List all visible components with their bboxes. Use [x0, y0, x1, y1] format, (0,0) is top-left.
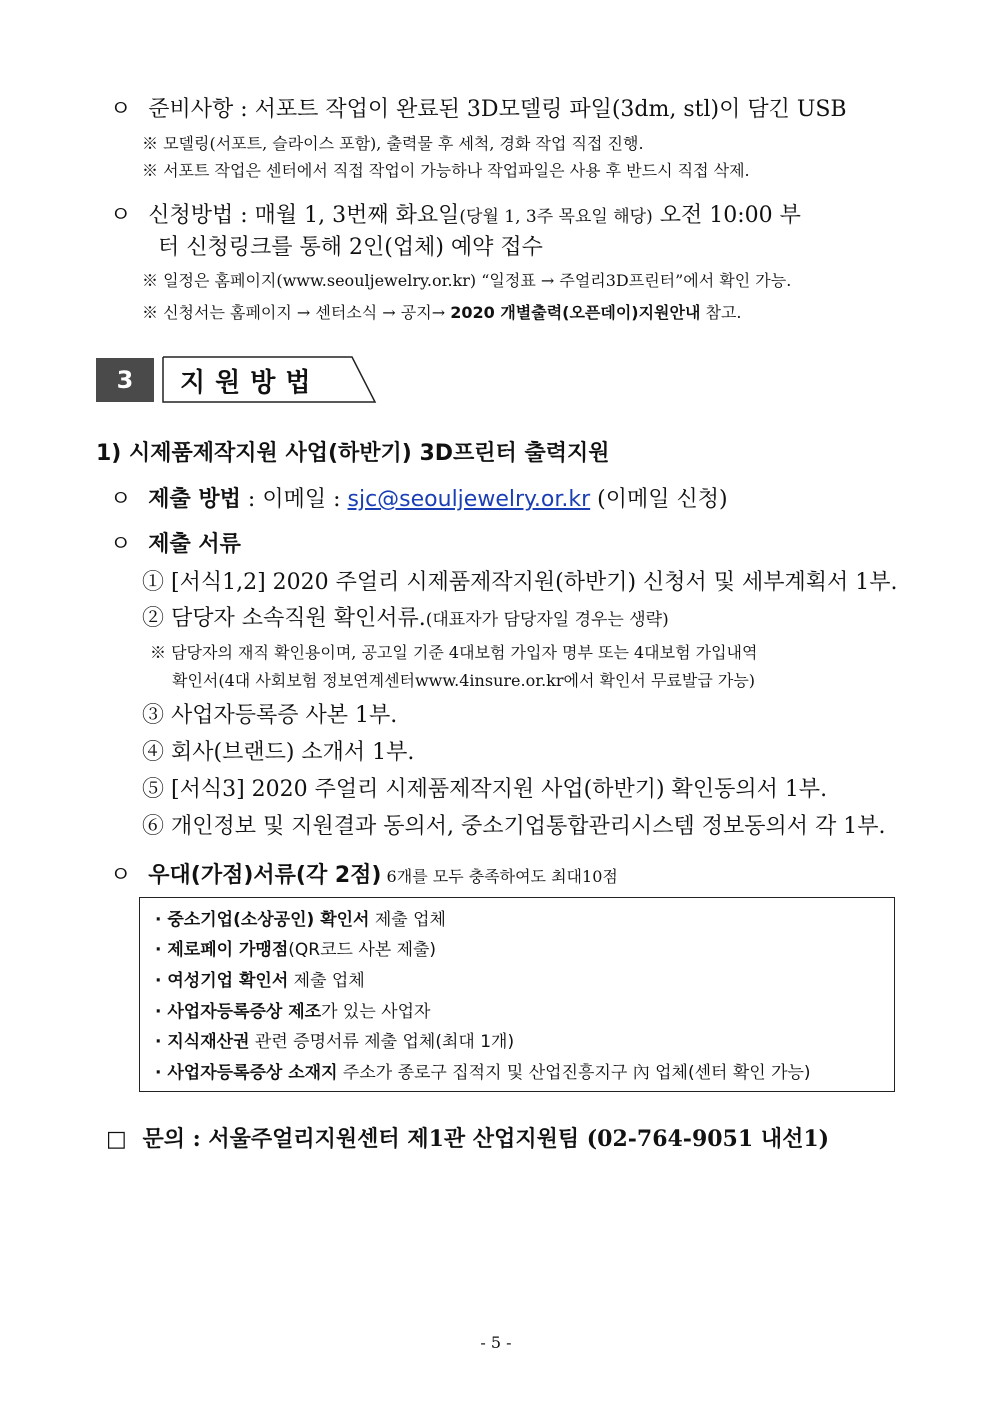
- bullet-icon: ㅇ: [110, 532, 132, 557]
- prep-note-1: ※ 모델링(서포트, 슬라이스 포함), 출력물 후 세척, 경화 작업 직접 진행.: [142, 134, 644, 153]
- doc-note-line-2: 확인서(4대 사회보험 정보연계센터www.4insure.or.kr에서 확인서 무료발급 가능): [172, 671, 756, 690]
- apply-text-1-small: (당월 1, 3주 목요일 해당): [459, 207, 653, 227]
- bonus-item: · 사업자등록증상 소재지 주소가 종로구 집적지 및 산업진흥지구 內 업체(센터 확인 가능): [155, 1063, 811, 1083]
- bonus-line: [110, 858, 618, 889]
- apply-text-1-end: 오전 10:00 부: [652, 203, 801, 228]
- bullet-icon: ㅇ: [110, 97, 132, 122]
- bonus-item: · 사업자등록증상 제조가 있는 사업자: [155, 1002, 431, 1022]
- bonus-item: · 여성기업 확인서 제출 업체: [155, 971, 365, 991]
- sub-heading-1: 1) 시제품제작지원 사업(하반기) 3D프린터 출력지원: [96, 441, 610, 466]
- apply-note-2: ※ 신청서는 홈페이지 → 센터소식 → 공지→ 2020 개별출력(오픈데이)지원안내 참고.: [142, 303, 742, 322]
- apply-note-1: ※ 일정은 홈페이지(www.seouljewelry.or.kr) “일정표 → 주얼리3D프린터”에서 확인 가능.: [142, 271, 792, 290]
- checkbox-icon: □: [106, 1127, 127, 1152]
- doc-item-5: ⑤ [서식3] 2020 주얼리 시제품제작지원 사업(하반기) 확인동의서 1부.: [142, 777, 828, 802]
- submit-method-line: ㅇ 제출 방법 : 이메일 : sjc@seouljewelry.or.kr (이메일 신청): [110, 487, 728, 512]
- prep-note-2: ※ 서포트 작업은 센터에서 직접 작업이 가능하나 작업파일은 사용 후 반드시 직접 삭제.: [142, 161, 750, 180]
- apply-line-2: 터 신청링크를 통해 2인(업체) 예약 접수: [158, 235, 543, 260]
- submit-docs-line: [110, 527, 241, 558]
- bonus-label: 우대(가점)서류(각 2점): [148, 863, 382, 888]
- doc-item-2: ② 담당자 소속직원 확인서류.(대표자가 담당자일 경우는 생략): [142, 606, 669, 631]
- doc-note-line-1: ※ 담당자의 재직 확인용이며, 공고일 기준 4대보험 가입자 명부 또는 4대보험 가입내역: [150, 643, 758, 662]
- inquiry-text: 문의 : 서울주얼리지원센터 제1관 산업지원팀 (02-764-9051 내선1): [142, 1126, 830, 1152]
- doc-item-3: ③ 사업자등록증 사본 1부.: [142, 703, 398, 728]
- apply-line-1: [110, 198, 801, 229]
- doc-item-1: ① [서식1,2] 2020 주얼리 시제품제작지원(하반기) 신청서 및 세부계획서 1부.: [142, 570, 898, 595]
- prep-line: [110, 92, 847, 123]
- email-link[interactable]: sjc@seouljewelry.or.kr: [347, 487, 591, 512]
- bullet-icon: ㅇ: [110, 863, 132, 888]
- prep-label: 준비사항: [148, 97, 234, 122]
- submit-method-label: 제출 방법: [148, 487, 241, 512]
- section-number: 3: [96, 358, 154, 402]
- inquiry-line: [106, 1122, 829, 1153]
- page-number: - 5 -: [480, 1333, 512, 1352]
- bonus-item: · 지식재산권 관련 증명서류 제출 업체(최대 1개): [155, 1032, 515, 1052]
- section-title: 지원방법: [180, 368, 321, 398]
- bonus-item: · 중소기업(소상공인) 확인서 제출 업체: [155, 910, 446, 930]
- doc-item-6: ⑥ 개인정보 및 지원결과 동의서, 중소기업통합관리시스템 정보동의서 각 1부.: [142, 814, 886, 839]
- bonus-note: 6개를 모두 충족하여도 최대10점: [381, 867, 618, 886]
- bullet-icon: ㅇ: [110, 203, 132, 228]
- bullet-icon: ㅇ: [110, 487, 132, 512]
- doc-item-4: ④ 회사(브랜드) 소개서 1부.: [142, 740, 415, 765]
- prep-text: : 서포트 작업이 완료된 3D모델링 파일(3dm, stl)이 담긴 USB: [233, 97, 847, 122]
- bonus-item: · 제로페이 가맹점(QR코드 사본 제출): [155, 940, 437, 960]
- submit-docs-label: 제출 서류: [148, 532, 241, 557]
- apply-text-1: 신청방법 : 매월 1, 3번째 화요일: [148, 203, 460, 228]
